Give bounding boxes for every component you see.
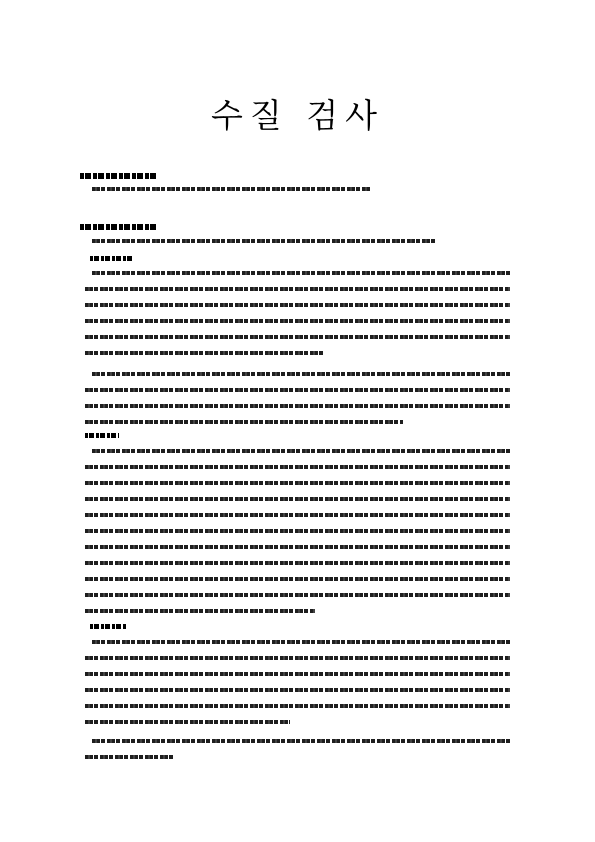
text-line bbox=[85, 529, 510, 533]
text-line bbox=[85, 465, 510, 469]
text-line bbox=[85, 704, 510, 708]
text-line bbox=[92, 271, 510, 275]
text-line bbox=[85, 404, 510, 408]
text-line bbox=[85, 672, 510, 676]
text-line bbox=[85, 755, 175, 759]
text-line bbox=[85, 656, 510, 660]
text-line bbox=[92, 239, 436, 243]
text-line bbox=[85, 545, 510, 549]
text-line bbox=[85, 609, 315, 613]
subsection-heading bbox=[90, 256, 132, 261]
document-title: 수질 검사 bbox=[210, 96, 384, 135]
text-line bbox=[85, 561, 510, 565]
text-line bbox=[85, 335, 510, 339]
text-line bbox=[85, 593, 510, 597]
subsection-heading bbox=[85, 433, 119, 438]
text-line bbox=[85, 577, 510, 581]
section-heading bbox=[80, 173, 156, 179]
text-line bbox=[85, 388, 510, 392]
text-line bbox=[85, 497, 510, 501]
text-line bbox=[92, 372, 510, 376]
text-line bbox=[92, 187, 370, 191]
subsection-heading bbox=[90, 624, 126, 629]
section-heading bbox=[80, 224, 156, 230]
text-line bbox=[85, 351, 323, 355]
text-line bbox=[85, 688, 510, 692]
text-line bbox=[92, 739, 510, 743]
text-line bbox=[85, 420, 403, 424]
text-line bbox=[85, 481, 510, 485]
text-line bbox=[92, 449, 510, 453]
text-line bbox=[85, 319, 510, 323]
text-line bbox=[85, 720, 290, 724]
text-line bbox=[92, 640, 510, 644]
text-line bbox=[85, 513, 510, 517]
text-line bbox=[85, 303, 510, 307]
text-line bbox=[85, 287, 510, 291]
